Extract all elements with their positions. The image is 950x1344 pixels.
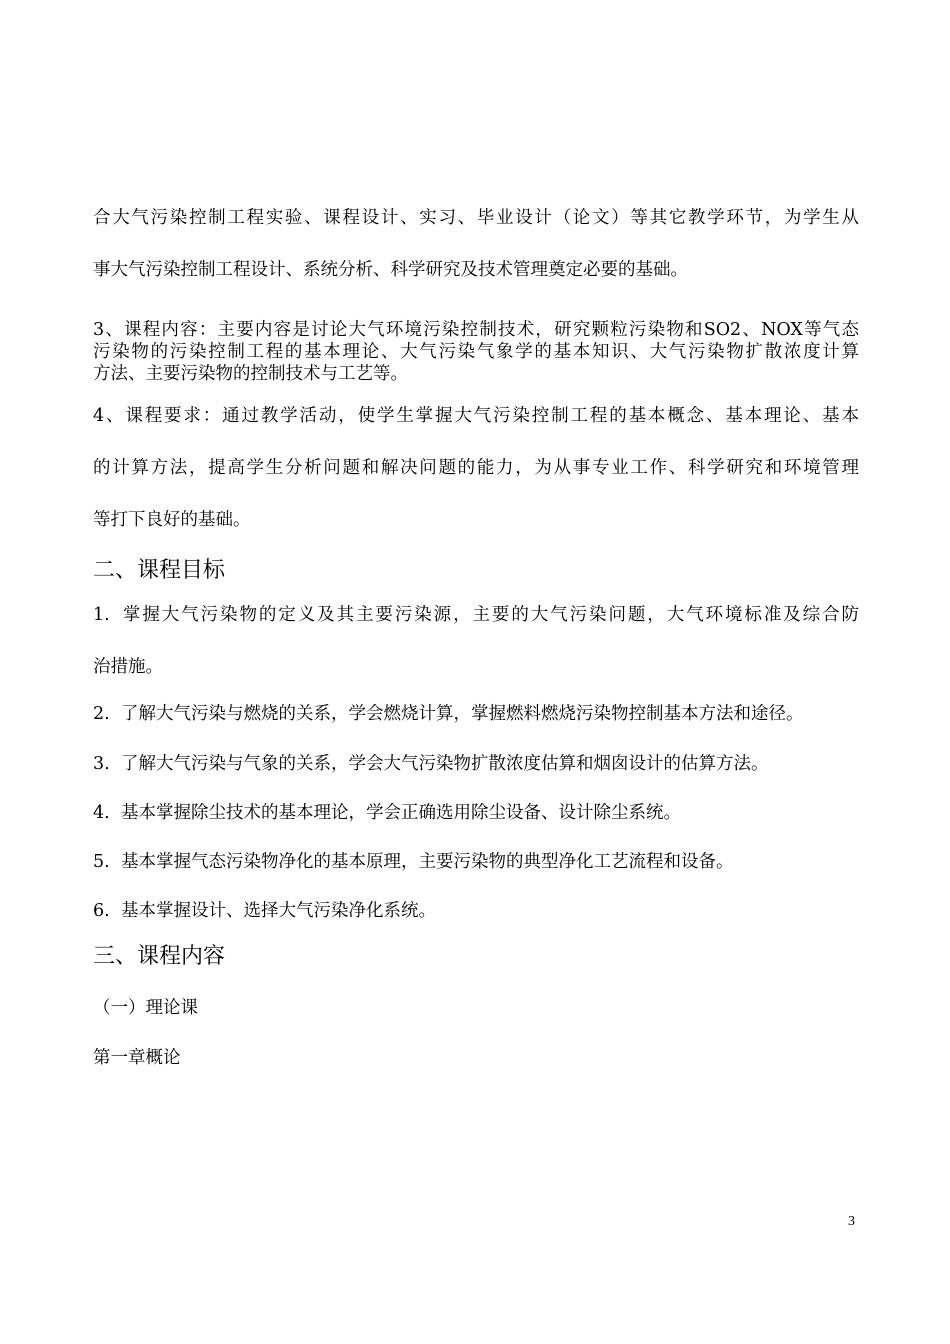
subheading-theory: （一）理论课 <box>93 998 198 1018</box>
objective-text: 了解大气污染与燃烧的关系，学会燃烧计算，掌握燃料燃烧污染物控制基本方法和途径。 <box>121 704 804 724</box>
content-line-2: 污染物的污染控制工程的基本理论、大气污染气象学的基本知识、大气污染物扩散浓度计算 <box>93 342 859 362</box>
objective-item-5 <box>93 850 734 874</box>
section-heading-objectives: 二、课程目标 <box>93 558 226 583</box>
objective-number: 2. <box>93 704 110 724</box>
content-line-3: 方法、主要污染物的控制技术与工艺等。 <box>93 364 408 384</box>
content-line-1: 3、课程内容：主要内容是讨论大气环境污染控制技术，研究颗粒污染物和SO2、NOX等气态 <box>93 320 859 340</box>
requirements-line-3: 等打下良好的基础。 <box>93 510 251 530</box>
objective-item-2 <box>93 702 804 726</box>
objective-item-4 <box>93 801 681 825</box>
objective-number: 5. <box>93 852 110 872</box>
intro-line-2: 事大气污染控制工程设计、系统分析、科学研究及技术管理奠定必要的基础。 <box>93 260 688 280</box>
objective-item-1-continued: 治措施。 <box>93 657 163 677</box>
objective-number: 4. <box>93 803 110 823</box>
objective-number: 3. <box>93 754 110 774</box>
objective-item-1 <box>93 603 859 627</box>
section-heading-content: 三、课程内容 <box>93 944 226 969</box>
objective-text: 基本掌握设计、选择大气污染净化系统。 <box>121 901 436 921</box>
objective-number: 6. <box>93 901 110 921</box>
objective-text: 掌握大气污染物的定义及其主要污染源，主要的大气污染问题，大气环境标准及综合防 <box>121 605 859 625</box>
objective-item-3 <box>93 752 769 776</box>
intro-line-1: 合大气污染控制工程实验、课程设计、实习、毕业设计（论文）等其它教学环节，为学生从 <box>93 208 859 228</box>
objective-text: 基本掌握除尘技术的基本理论，学会正确选用除尘设备、设计除尘系统。 <box>121 803 681 823</box>
objective-item-6 <box>93 899 436 923</box>
objective-text: 基本掌握气态污染物净化的基本原理，主要污染物的典型净化工艺流程和设备。 <box>121 852 734 872</box>
requirements-line-2: 的计算方法，提高学生分析问题和解决问题的能力，为从事专业工作、科学研究和环境管理 <box>93 458 859 478</box>
chapter-title: 第一章概论 <box>93 1048 181 1068</box>
page-number: 3 <box>848 1214 855 1229</box>
objective-number: 1. <box>93 605 110 625</box>
objective-text: 了解大气污染与气象的关系，学会大气污染物扩散浓度估算和烟囱设计的估算方法。 <box>121 754 769 774</box>
requirements-line-1: 4、课程要求：通过教学活动，使学生掌握大气污染控制工程的基本概念、基本理论、基本 <box>93 406 859 426</box>
